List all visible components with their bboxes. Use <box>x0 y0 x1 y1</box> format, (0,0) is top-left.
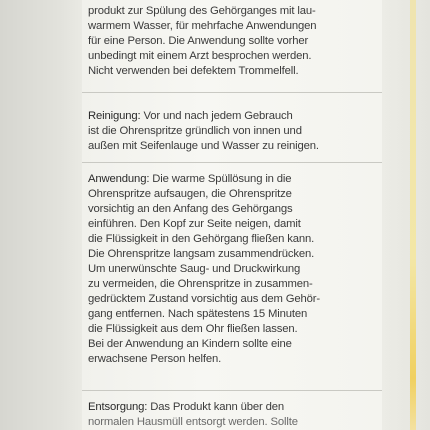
anwendung-line-5: die Flüssigkeit in den Gehörgang fließen kann. <box>88 233 315 245</box>
anwendung-line-10: gang entfernen. Nach spätestens 15 Minuten <box>88 308 308 320</box>
entsorgung-paragraph <box>88 400 378 430</box>
anwendung-line-3: vorsichtig an den Anfang des Gehörgangs <box>88 203 293 215</box>
anwendung-line-8: zu vermeiden, die Ohrenspritze in zusammen- <box>88 278 313 290</box>
entsorgung-heading: Entsorgung: <box>88 401 148 413</box>
section-divider <box>82 162 382 163</box>
reinigung-first-line-text: Vor und nach jedem Gebrauch <box>140 110 293 122</box>
intro-paragraph <box>88 4 378 79</box>
intro-line-4: unbedingt mit einem Arzt besprochen werden. <box>88 50 312 62</box>
anwendung-line-6: Die Ohrenspritze langsam zusammendrücken. <box>88 248 315 260</box>
entsorgung-first-line <box>88 400 378 415</box>
section-divider <box>82 92 382 93</box>
entsorgung-first-line-text: Das Produkt kann über den <box>147 401 285 413</box>
anwendung-line-2: Ohrenspritze aufsaugen, die Ohrenspritze <box>88 188 292 200</box>
reinigung-line-3: außen mit Seifenlauge und Wasser zu reinigen. <box>88 140 319 152</box>
package-edge <box>382 0 430 430</box>
reinigung-heading: Reinigung: <box>88 110 141 122</box>
anwendung-line-11: die Flüssigkeit aus dem Ohr fließen lassen. <box>88 323 298 335</box>
intro-line-5: Nicht verwenden bei defektem Trommelfell. <box>88 65 299 77</box>
yellow-stripe <box>410 0 416 430</box>
reinigung-first-line <box>88 109 378 124</box>
anwendung-line-7: Um unerwünschte Saug- und Druckwirkung <box>88 263 301 275</box>
reinigung-line-2: ist die Ohrenspritze gründlich von innen und <box>88 125 302 137</box>
anwendung-line-13: erwachsene Person helfen. <box>88 353 222 365</box>
intro-line-2: warmem Wasser, für mehrfache Anwendungen <box>88 20 317 32</box>
anwendung-heading: Anwendung: <box>88 173 150 185</box>
anwendung-first-line-text: Die warme Spüllösung in die <box>149 173 292 185</box>
entsorgung-line-2: normalen Hausmüll entsorgt werden. Sollte <box>88 416 298 428</box>
intro-line-1: produkt zur Spülung des Gehörganges mit lau- <box>88 5 316 17</box>
section-divider <box>82 390 382 391</box>
reinigung-paragraph <box>88 109 378 154</box>
anwendung-line-12: Bei der Anwendung an Kindern sollte eine <box>88 338 292 350</box>
anwendung-line-9: gedrücktem Zustand vorsichtig aus dem Gehör- <box>88 293 320 305</box>
anwendung-line-4: einführen. Den Kopf zur Seite neigen, damit <box>88 218 301 230</box>
anwendung-first-line <box>88 172 378 187</box>
intro-line-3: für eine Person. Die Anwendung sollte vorher <box>88 35 309 47</box>
anwendung-paragraph <box>88 172 378 367</box>
